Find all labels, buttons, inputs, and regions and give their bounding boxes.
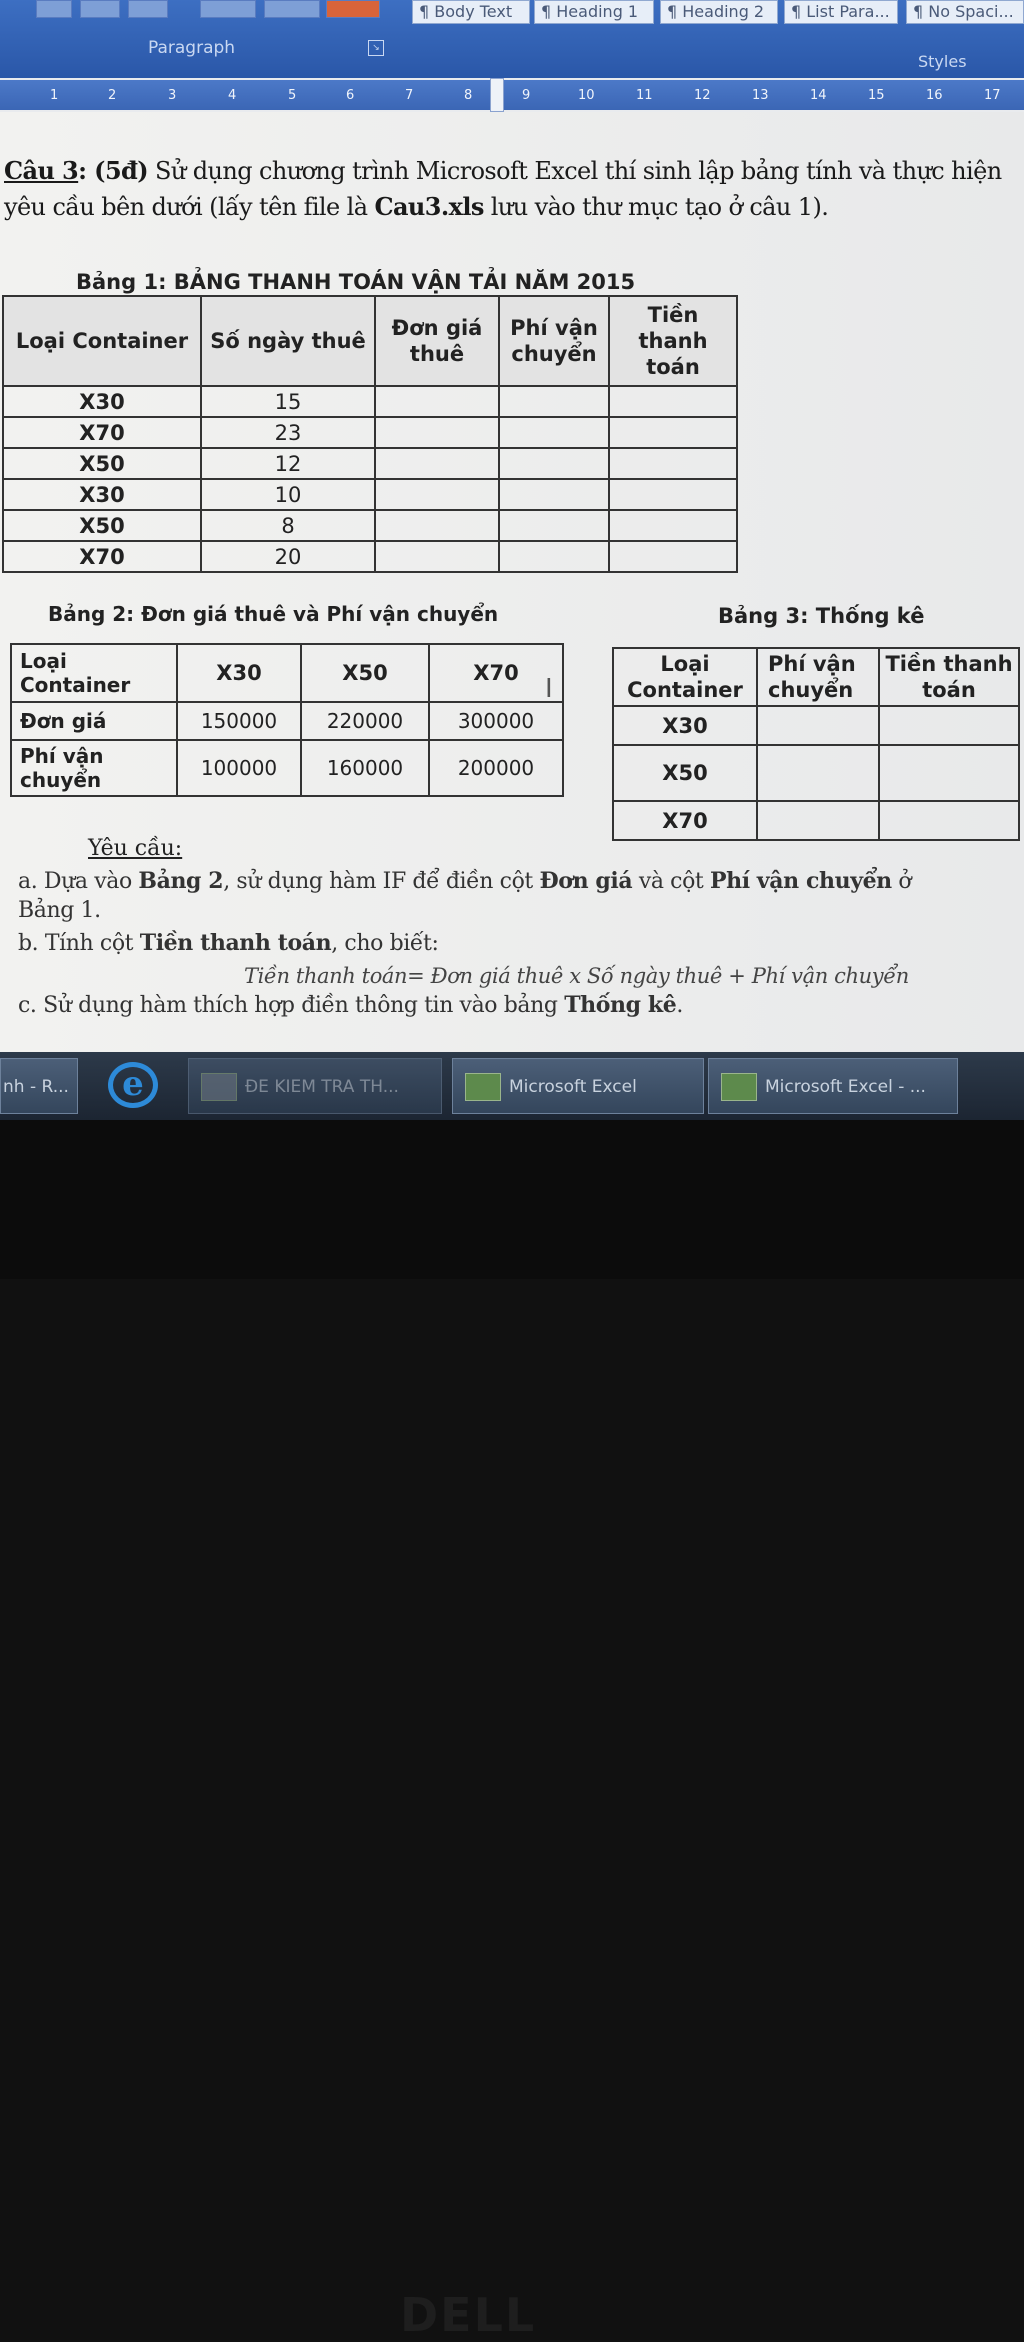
cell-empty[interactable] (499, 448, 609, 479)
table-header-row (11, 644, 563, 702)
cell-empty[interactable] (499, 510, 609, 541)
indent-marker[interactable] (490, 78, 504, 112)
screen (0, 0, 1024, 1120)
taskbar-item[interactable]: Microsoft Excel (452, 1058, 704, 1114)
ribbon-button[interactable] (264, 0, 320, 18)
internet-explorer-icon[interactable]: e (108, 1062, 158, 1108)
cell-empty[interactable] (499, 386, 609, 417)
cell-empty[interactable] (609, 510, 737, 541)
table-corner-header[interactable]: Loại Container (11, 644, 177, 702)
ribbon (0, 0, 1024, 78)
table-header: Loại Container (3, 296, 201, 386)
table-row (3, 541, 737, 572)
table2 (10, 643, 564, 797)
cell-value[interactable]: 300000 (429, 702, 563, 740)
table-header[interactable]: Tiền thanh toán (879, 648, 1019, 706)
ruler-mark: 7 (405, 88, 414, 103)
monitor-logo: DELL (400, 2288, 537, 2342)
cell-type[interactable]: X30 (3, 386, 201, 417)
cell-empty[interactable] (879, 706, 1019, 745)
cell-empty[interactable] (375, 448, 499, 479)
cell-empty[interactable] (757, 801, 879, 840)
ruler-mark: 1 (50, 88, 59, 103)
paragraph-group-label: Paragraph (148, 38, 236, 58)
cell-empty[interactable] (375, 386, 499, 417)
taskbar-item[interactable]: nh - R... (0, 1058, 78, 1114)
cell-empty[interactable] (375, 541, 499, 572)
table-header-row (3, 296, 737, 386)
taskbar-item[interactable]: ĐE KIEM TRA TH... (188, 1058, 442, 1114)
requirement-a-continued: Bảng 1. (18, 898, 101, 923)
table-header: Số ngày thuê (201, 296, 375, 386)
cell-days[interactable]: 23 (201, 417, 375, 448)
cell-type[interactable]: X70 (3, 541, 201, 572)
requirements-heading: Yêu cầu: (88, 836, 183, 861)
excel-icon (465, 1073, 501, 1101)
cell-days[interactable]: 10 (201, 479, 375, 510)
cell-type[interactable]: X50 (3, 448, 201, 479)
excel-icon (721, 1073, 757, 1101)
cell-type[interactable]: X70 (613, 801, 757, 840)
ruler-mark: 11 (636, 88, 653, 103)
ruler[interactable] (0, 80, 1024, 110)
style-heading-1[interactable]: ¶ Heading 1 (534, 0, 654, 24)
formula: Tiền thanh toán= Đơn giá thuê x Số ngày thuê + Phí vận chuyển (244, 964, 909, 988)
ruler-mark: 15 (868, 88, 885, 103)
table-row (613, 745, 1019, 801)
table-header: Tiền thanh toán (609, 296, 737, 386)
table-header[interactable]: Loại Container (613, 648, 757, 706)
cell-days[interactable]: 12 (201, 448, 375, 479)
cell-empty[interactable] (609, 386, 737, 417)
ruler-mark: 14 (810, 88, 827, 103)
ribbon-button[interactable] (80, 0, 120, 18)
cell-value[interactable]: 220000 (301, 702, 429, 740)
cell-value[interactable]: 100000 (177, 740, 301, 796)
cell-value[interactable]: 160000 (301, 740, 429, 796)
table1 (2, 295, 738, 573)
cell-empty[interactable] (609, 479, 737, 510)
cell-type[interactable]: X70 (3, 417, 201, 448)
cell-empty[interactable] (499, 417, 609, 448)
table-header[interactable]: Phí vận chuyển (757, 648, 879, 706)
cell-value[interactable]: 150000 (177, 702, 301, 740)
table-row (613, 801, 1019, 840)
text-cursor-icon: I (545, 674, 553, 704)
cell-empty[interactable] (757, 706, 879, 745)
table-header: Đơn giá thuê (375, 296, 499, 386)
ruler-mark: 6 (346, 88, 355, 103)
cell-empty[interactable] (757, 745, 879, 801)
cell-empty[interactable] (499, 541, 609, 572)
cell-type[interactable]: X50 (3, 510, 201, 541)
table1-title: Bảng 1: BẢNG THANH TOÁN VẬN TẢI NĂM 2015 (76, 270, 636, 294)
styles-group-label: Styles (918, 52, 967, 71)
cell-empty[interactable] (609, 448, 737, 479)
table-row (3, 479, 737, 510)
table3-title: Bảng 3: Thống kê (718, 604, 925, 628)
cell-empty[interactable] (609, 417, 737, 448)
cell-empty[interactable] (375, 510, 499, 541)
ribbon-button[interactable] (200, 0, 256, 18)
cell-empty[interactable] (499, 479, 609, 510)
cell-type[interactable]: X30 (3, 479, 201, 510)
dialog-launcher-icon[interactable]: ↘ (368, 40, 384, 56)
table-header[interactable]: X70 (429, 644, 563, 702)
document-page[interactable] (0, 112, 1024, 1052)
style-no-spacing[interactable]: ¶ No Spaci... (906, 0, 1024, 24)
cell-empty[interactable] (375, 479, 499, 510)
style-list-paragraph[interactable]: ¶ List Para... (784, 0, 898, 24)
table-header[interactable]: X50 (301, 644, 429, 702)
ribbon-button[interactable] (36, 0, 72, 18)
ruler-mark: 5 (288, 88, 297, 103)
ruler-mark: 4 (228, 88, 237, 103)
ruler-mark: 17 (984, 88, 1001, 103)
ruler-mark: 13 (752, 88, 769, 103)
table-row (613, 706, 1019, 745)
ruler-mark: 8 (464, 88, 473, 103)
ribbon-button[interactable] (326, 0, 380, 18)
cell-days[interactable]: 20 (201, 541, 375, 572)
ruler-mark: 10 (578, 88, 595, 103)
style-body-text[interactable]: ¶ Body Text (412, 0, 530, 24)
requirement-c: c. Sử dụng hàm thích hợp điền thông tin vào bảng Thống kê. (18, 992, 683, 1018)
requirement-b: b. Tính cột Tiền thanh toán, cho biết: (18, 930, 439, 956)
requirement-a: a. Dựa vào Bảng 2, sử dụng hàm IF để điền cột Đơn giá và cột Phí vận chuyển ở (18, 868, 912, 894)
cell-empty[interactable] (609, 541, 737, 572)
question-line-1: Câu 3: (5đ) Sử dụng chương trình Microsoft Excel thí sinh lập bảng tính và thực hiện (4, 156, 1002, 185)
cell-type[interactable]: X50 (613, 745, 757, 801)
row-label[interactable]: Phí vận chuyển (11, 740, 177, 796)
cell-type[interactable]: X30 (613, 706, 757, 745)
row-label[interactable]: Đơn giá (11, 702, 177, 740)
table-row (3, 510, 737, 541)
document-icon (201, 1073, 237, 1101)
table-row (3, 386, 737, 417)
ruler-mark: 3 (168, 88, 177, 103)
table-row (3, 448, 737, 479)
table-row (11, 702, 563, 740)
ruler-mark: 9 (522, 88, 531, 103)
question-line-2: yêu cầu bên dưới (lấy tên file là Cau3.xls lưu vào thư mục tạo ở câu 1). (4, 192, 829, 221)
table-header: Phí vận chuyển (499, 296, 609, 386)
cell-days[interactable]: 15 (201, 386, 375, 417)
table2-title: Bảng 2: Đơn giá thuê và Phí vận chuyển (48, 602, 499, 626)
table-row (3, 417, 737, 448)
cell-empty[interactable] (879, 745, 1019, 801)
table-row (11, 740, 563, 796)
cell-empty[interactable] (879, 801, 1019, 840)
taskbar-item[interactable]: Microsoft Excel - ... (708, 1058, 958, 1114)
ruler-mark: 16 (926, 88, 943, 103)
style-heading-2[interactable]: ¶ Heading 2 (660, 0, 778, 24)
table-header[interactable]: X30 (177, 644, 301, 702)
table-header-row (613, 648, 1019, 706)
ruler-mark: 12 (694, 88, 711, 103)
ruler-mark: 2 (108, 88, 117, 103)
monitor-bezel (0, 1120, 1024, 2342)
table3 (612, 647, 1020, 841)
cell-empty[interactable] (375, 417, 499, 448)
cell-days[interactable]: 8 (201, 510, 375, 541)
ribbon-button[interactable] (128, 0, 168, 18)
cell-value[interactable]: 200000 (429, 740, 563, 796)
